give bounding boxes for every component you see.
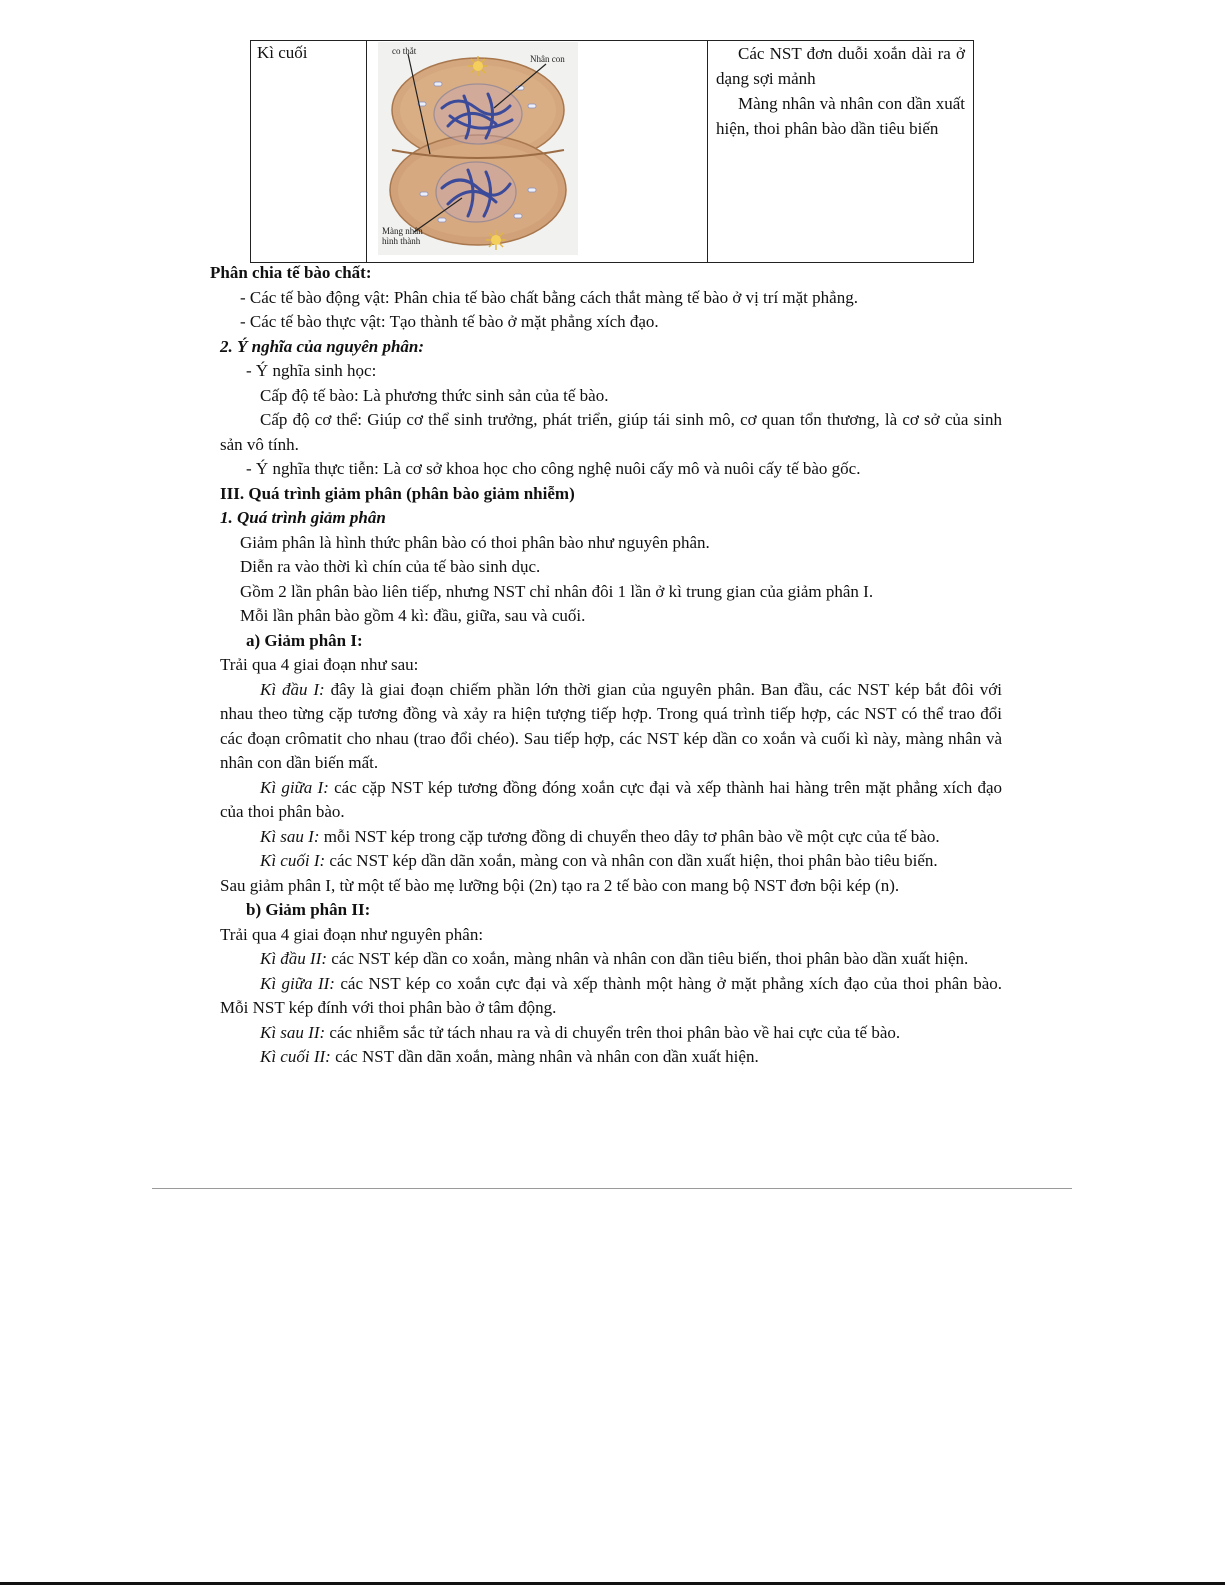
subsection-heading: 1. Quá trình giảm phân [220,508,386,527]
label-nucleolus: Nhân con [530,54,565,64]
document-body [210,261,1002,1070]
intro-line: Diễn ra vào thời kì chín của tế bào sinh dục. [240,557,541,576]
list-item: - Các tế bào thực vật: Tạo thành tế bào ở mặt phẳng xích đạo. [240,312,659,331]
phase-paragraph [210,947,1002,972]
telophase-figure [378,42,578,255]
phase-text: các nhiễm sắc tử tách nhau ra và di chuyển trên thoi phân bào về hai cực của tế bào. [325,1022,901,1042]
phase-paragraph [210,1045,1002,1070]
phase-text: các NST kép dần co xoắn, màng nhân và nhân con dần tiêu biến, thoi phân bào dần xuất hiện. [327,949,969,968]
phase-name: Kì đầu II: [260,949,328,968]
phase-name: Kì cuối II: [260,1047,331,1066]
description-line: Màng nhân và nhân con dần xuất hiện, thoi phân bào dần tiêu biến [716,94,965,138]
intro-line: Mỗi lần phân bào gồm 4 kì: đầu, giữa, sau và cuối. [240,606,586,625]
phase-name-cell: Kì cuối [251,41,367,263]
label-nuclear-membrane: Màng nhân hình thành [382,226,423,246]
meiosis2-lead: Trải qua 4 giai đoạn như nguyên phân: [220,924,484,944]
description-line: Các NST đơn duỗi xoắn dài ra ở dạng sợi mảnh [716,44,965,88]
cytokinesis-title: Phân chia tế bào chất: [210,263,372,282]
intro-line: Giảm phân là hình thức phân bào có thoi phân bào như nguyên phân. [240,532,710,552]
phase-paragraph [210,678,1002,776]
significance-body-level: Cấp độ cơ thể: Giúp cơ thể sinh trưởng, phát triển, giúp tái sinh mô, cơ quan tổn thương, là cơ sở của sinh sản vô tính. [220,410,1002,454]
phase-name: Kì sau II: [260,1022,326,1042]
section-heading: III. Quá trình giảm phân (phân bào giảm nhiễm) [220,483,575,503]
meiosis2-title: b) Giảm phân II: [246,900,371,919]
significance-title: 2. Ý nghĩa của nguyên phân: [220,336,425,356]
list-item: - Các tế bào động vật: Phân chia tế bào chất bằng cách thắt màng tế bào ở vị trí mặt phẳng. [240,287,858,307]
phase-text: các NST kép dần dãn xoắn, màng con và nhân con dần xuất hiện, thoi phân bào tiêu biến. [325,851,938,870]
page-divider [152,1188,1072,1189]
phase-name: Kì sau I: [260,826,320,846]
phase-name: Kì giữa I: [260,777,329,797]
cell-division-illustration [378,42,578,255]
meiosis1-title: a) Giảm phân I: [246,630,363,650]
intro-line: Gồm 2 lần phân bào liên tiếp, nhưng NST chỉ nhân đôi 1 lần ở kì trung gian của giảm phân I. [240,581,874,601]
phase-text: các NST dần dãn xoắn, màng nhân và nhân con dần xuất hiện. [330,1047,759,1066]
table-row [251,41,974,263]
phase-name: Kì cuối I: [260,851,326,870]
significance-practical: - Ý nghĩa thực tiễn: Là cơ sở khoa học cho công nghệ nuôi cấy mô và nuôi cấy tế bào gốc. [246,459,861,478]
meiosis1-lead: Trải qua 4 giai đoạn như sau: [220,655,419,674]
figure-cell [367,41,708,263]
description-cell [708,41,974,263]
phase-text: các NST kép co xoắn cực đại và xếp thành một hàng ở mặt phẳng xích đạo của thoi phân bào. Mỗi NST kép đính với thoi phân bào ở tâm động. [220,973,1002,1017]
phase-name: Kì giữa II: [260,973,335,993]
phase-paragraph [210,972,1002,1021]
phase-text: mỗi NST kép trong cặp tương đồng di chuyển theo dây tơ phân bào về một cực của tế bào. [319,826,940,846]
telophase-table [250,40,974,263]
phase-paragraph [210,1021,1002,1046]
phase-text: các cặp NST kép tương đồng đóng xoắn cực đại và xếp thành hai hàng trên mặt phẳng xích đạo của thoi phân bào. [220,777,1002,821]
label-cleavage: co thắt [392,46,417,56]
significance-cell-level: Cấp độ tế bào: Là phương thức sinh sản của tế bào. [260,385,609,405]
phase-paragraph [210,825,1002,850]
phase-text: đây là giai đoạn chiếm phần lớn thời gian của nguyên phân. Ban đầu, các NST kép bắt đôi với nhau theo từng cặp tương đồng và xảy ra hiện tượng tiếp hợp. Trong quá trình tiếp hợp, các NST có thể trao đổi các đoạn crômatit cho nhau (trao đổi chéo). Sau tiếp hợp, các NST kép dần co xoắn và cuối kì này, màng nhân và nhân con dần biến mất. [220,679,1002,772]
phase-paragraph [210,776,1002,825]
meiosis1-summary: Sau giảm phân I, từ một tế bào mẹ lưỡng bội (2n) tạo ra 2 tế bào con mang bộ NST đơn bội kép (n). [220,875,900,895]
phase-name: Kì đầu I: [260,679,325,699]
phase-paragraph [210,849,1002,874]
significance-bio: - Ý nghĩa sinh học: [246,361,377,380]
